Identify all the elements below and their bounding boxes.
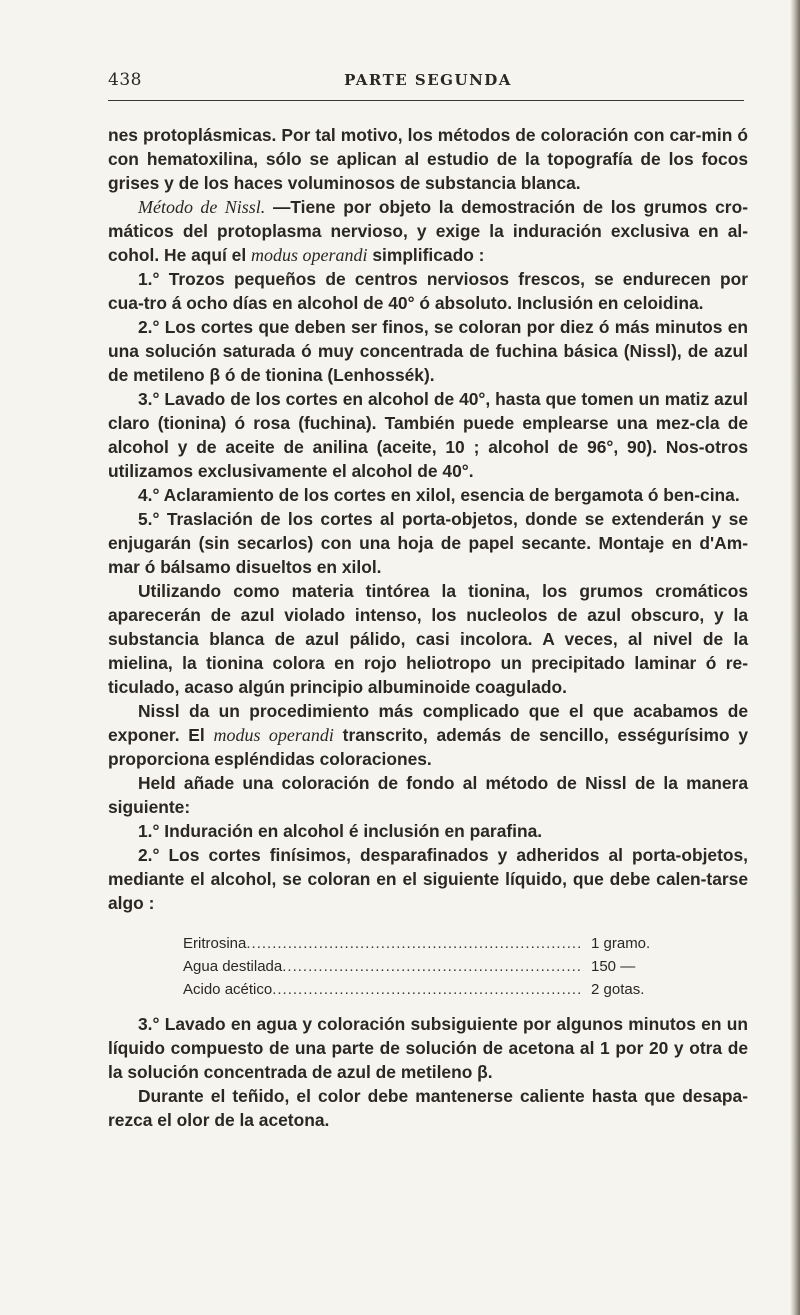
paragraph-text: 4.° Aclaramiento de los cortes en xilol, esencia de bergamota ó ben-cina. <box>138 485 740 505</box>
paragraph-text: Nissl da un procedimiento más complicado que el que acabamos de exponer. El <box>108 701 748 745</box>
paragraph-text: 1.° Trozos pequeños de centros nerviosos frescos, se endurecen por cua-tro á ocho días en alcohol de 40° ó absoluto. Inclusión en celoidina. <box>108 269 748 313</box>
paragraph-text: Held añade una coloración de fondo al método de Nissl de la manera siguiente: <box>108 773 748 817</box>
ingredient-name: Eritrosina <box>183 935 247 952</box>
paragraph-p8 <box>108 579 748 699</box>
paragraph-p14 <box>108 1084 748 1132</box>
paragraph-text: nes protoplásmicas. Por tal motivo, los métodos de coloración con car-min ó con hematoxilina, sólo se aplican al estudio de la topografía de los focos grises y de los haces voluminosos de substancia blanca. <box>108 125 748 193</box>
paragraph-p12 <box>108 843 748 915</box>
paragraph-text: transcrito, además de sencillo, ességurísimo y proporciona espléndidas coloraciones. <box>108 725 748 769</box>
paragraph-text: Utilizando como materia tintórea la tionina, los grumos cromáticos aparecerán de azul violado intenso, los nucleolos de azul obscuro, y la substancia blanca de azul pálido, casi incolora. A veces, al nivel de la mielina, la tionina colora en rojo heliotropo un precipitado laminar ó re-ticulado, acaso algún principio albuminoide coagulado. <box>108 581 748 697</box>
dot-leader <box>272 978 583 1001</box>
header-rule <box>108 100 744 101</box>
running-head: PARTE SEGUNDA <box>344 71 512 89</box>
paragraph-text: 3.° Lavado en agua y coloración subsiguiente por algunos minutos en un líquido compuesto de una parte de solución de acetona al 1 por 20 y otra de la solución concentrada de azul de metileno β. <box>108 1014 748 1082</box>
paragraph-p9 <box>108 699 748 771</box>
paragraph-p7 <box>108 507 748 579</box>
paragraph-text: —Tiene por objeto la demostración de los grumos cro-máticos del protoplasma nervioso, y exige la induración exclusiva en al-cohol. He aquí el <box>108 197 748 265</box>
paragraph-text: Durante el teñido, el color debe mantenerse caliente hasta que desapa-rezca el olor de la acetona. <box>108 1086 748 1130</box>
dot-leader <box>246 932 583 955</box>
paragraph-p3 <box>108 267 748 315</box>
paragraph-p11 <box>108 819 748 843</box>
italic-text: modus operandi <box>251 245 368 265</box>
paragraph-text: 2.° Los cortes que deben ser finos, se coloran por diez ó más minutos en una solución saturada ó muy concentrada de fuchina básica (Nissl), de azul de metileno β ó de tionina (Lenhossék). <box>108 317 748 385</box>
paragraph-text: 2.° Los cortes finísimos, desparafinados y adheridos al porta-objetos, mediante el alcohol, se coloran en el siguiente líquido, que debe calen-tarse algo : <box>108 845 748 913</box>
paragraph-p13 <box>108 1012 748 1084</box>
italic-text: modus operandi <box>213 725 334 745</box>
ingredient-name: Agua destilada <box>183 958 283 975</box>
body-text-bottom <box>108 1012 748 1132</box>
ingredient-name: Acido acético <box>183 981 273 998</box>
page-number: 438 <box>108 70 142 90</box>
paragraph-text: 1.° Induración en alcohol é inclusión en parafina. <box>138 821 543 841</box>
formula-table <box>183 932 683 1001</box>
paragraph-p2 <box>108 195 748 267</box>
body-text-top <box>108 123 748 915</box>
italic-text: Método de Nissl. <box>138 197 266 217</box>
page-header <box>108 70 748 100</box>
page-edge-shadow <box>790 0 800 1315</box>
paragraph-text: simplificado : <box>367 245 485 265</box>
ingredient-quantity: 2 gotas. <box>591 981 645 998</box>
paragraph-p5 <box>108 387 748 483</box>
dot-leader <box>282 955 583 978</box>
ingredient-quantity: 150 — <box>591 958 636 975</box>
formula-row <box>183 932 683 955</box>
formula-row <box>183 978 683 1001</box>
paragraph-p1 <box>108 123 748 195</box>
paragraph-p6 <box>108 483 748 507</box>
paragraph-p10 <box>108 771 748 819</box>
paragraph-text: 5.° Traslación de los cortes al porta-objetos, donde se extenderán y se enjugarán (sin secarlos) con una hoja de papel secante. Montaje en d'Am-mar ó bálsamo disueltos en xilol. <box>108 509 748 577</box>
paragraph-p4 <box>108 315 748 387</box>
formula-row <box>183 955 683 978</box>
ingredient-quantity: 1 gramo. <box>591 935 651 952</box>
paragraph-text: 3.° Lavado de los cortes en alcohol de 40°, hasta que tomen un matiz azul claro (tionina) ó rosa (fuchina). También puede emplearse una mez-cla de alcohol y de aceite de anilina (aceite, 10 ; alcohol de 96°, 90). Nos-otros utilizamos exclusivamente el alcohol de 40°. <box>108 389 748 481</box>
